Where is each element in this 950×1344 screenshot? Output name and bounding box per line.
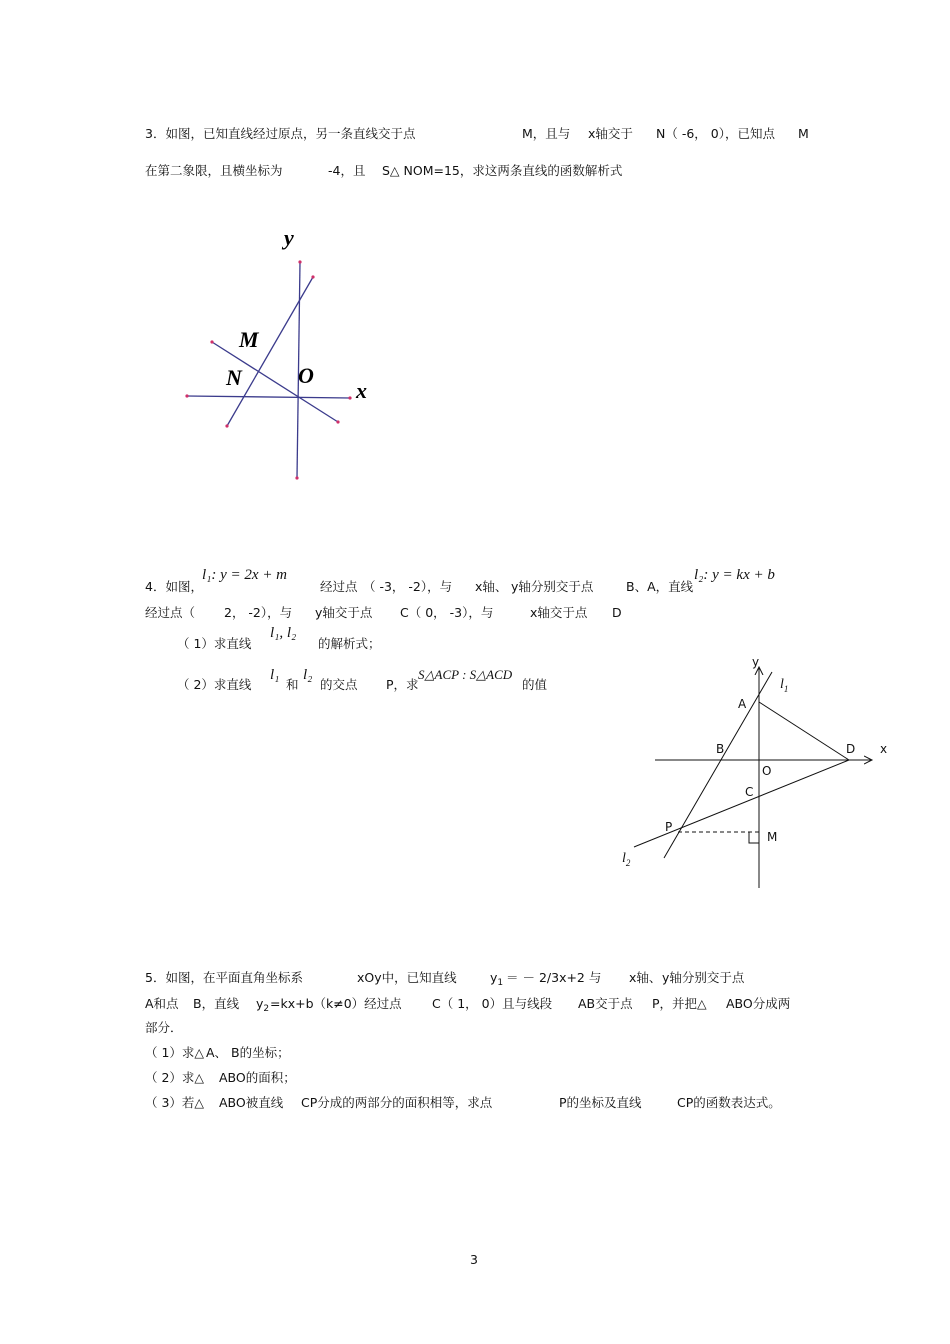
q5-item3-b: ABO被直线 [219, 1095, 284, 1110]
q4-line2-e: x轴交于点 [530, 605, 588, 620]
q4-label-p: P [665, 820, 673, 834]
q4-line2-a: 经过点（ [145, 605, 196, 620]
q5-item1-a: （ 1）求△ [145, 1045, 205, 1060]
q3-label-n: N [226, 365, 242, 390]
q4-label-y: y [752, 655, 760, 669]
q4-sub1-a: （ 1）求直线 [177, 636, 252, 651]
q5-line2-g: P，并把△ [652, 996, 707, 1011]
q5-item3-c: CP分成的两部分的面积相等，求点 [301, 1095, 493, 1110]
q3-line-through-origin [212, 342, 338, 422]
q5-item3-d: P的坐标及直线 [559, 1095, 642, 1110]
q4-sub2-l1: l₁ [270, 667, 280, 683]
q4-line2-b: 2， -2），与 [224, 605, 293, 620]
q5-line2-a: A和点 [145, 996, 179, 1011]
q4-sub2-a: （ 2）求直线 [177, 677, 252, 692]
q4-line2-f: D [612, 605, 622, 620]
q4-sub2-d: 的值 [522, 677, 548, 692]
q4-line-l2 [634, 760, 849, 847]
q5-line1-d: ＝ － 2/3x+2 与 [506, 970, 602, 985]
q3-label-m: M [239, 327, 259, 352]
q4-right-angle-mark [749, 832, 759, 843]
q5-item2-a: （ 2）求△ [145, 1070, 205, 1085]
q4-label-m: M [767, 830, 778, 844]
q3-line2-a: 在第二象限，且横坐标为 [145, 163, 283, 178]
q4-line1-e: y轴分别交于点 [511, 579, 594, 594]
q4-line1-c: （ -3， -2），与 [363, 579, 453, 594]
q4-sub2-b: 的交点 [320, 677, 358, 692]
q5-line2-c: $y_2$ [256, 996, 270, 1014]
q5-item2-b: ABO的面积； [219, 1070, 296, 1085]
q4-sub2-l2: l₂ [303, 667, 313, 683]
q3-label-x: x [356, 378, 367, 403]
q4-line2-c: y轴交于点 [315, 605, 373, 620]
q5-line1-f: y轴分别交于点 [662, 970, 745, 985]
q4-label-l1: $l_1$ [780, 677, 789, 694]
q4-eq2: l₂: y = kx + b [694, 567, 775, 583]
q4-sub2-and: 和 [286, 677, 299, 692]
q5-line2-d: =kx+b（k≠0）经过点 [270, 996, 402, 1011]
q3-second-line [227, 277, 313, 426]
q4-sub1-b: 的解析式； [318, 636, 381, 651]
q5-item1-b: A、 B的坐标； [206, 1045, 290, 1060]
q4-line2-d: C（ 0， -3），与 [400, 605, 494, 620]
q3-label-o: O [298, 363, 314, 388]
q3-line2-b: -4，且 [328, 163, 366, 178]
q5-line1-e: x轴、 [629, 970, 662, 985]
q3-line1-b: M，且与 [522, 126, 571, 141]
q3-line1-a: 3．如图，已知直线经过原点，另一条直线交于点 [145, 126, 416, 141]
q4-label-a: A [738, 697, 747, 711]
q5-line3: 部分． [145, 1020, 183, 1035]
page-number: 3 [470, 1252, 478, 1267]
q4-line-l1 [664, 672, 772, 858]
q4-label-o: O [762, 764, 772, 778]
q4-line1-a: 4．如图， [145, 579, 203, 594]
q4-label-l2: $l_2$ [622, 851, 631, 868]
q5-item3-a: （ 3）若△ [145, 1095, 205, 1110]
q3-x-axis [187, 396, 350, 398]
q4-label-x: x [880, 742, 888, 756]
q5-item3-e: CP的函数表达式。 [677, 1095, 781, 1110]
q3-line1-e: M [798, 126, 809, 141]
q4-label-c: C [745, 785, 754, 799]
q5-line1-b: xOy中，已知直线 [357, 970, 457, 985]
q4-sub2-c: P，求 [386, 677, 419, 692]
q3-y-axis [297, 262, 300, 478]
q4-line1-b: 经过点 [320, 579, 358, 594]
q3-line2-c: S△ NOM=15，求这两条直线的函数解析式 [382, 163, 623, 178]
q3-line1-c: x轴交于 [588, 126, 633, 141]
q4-sub1-eq: l₁, l₂ [270, 625, 297, 641]
q4-label-d: D [846, 742, 856, 756]
q5-line2-b: B，直线 [193, 996, 240, 1011]
q5-line1-a: 5．如图，在平面直角坐标系 [145, 970, 303, 985]
q4-eq1: l₁: y = 2x + m [202, 567, 288, 583]
q4-label-b: B [716, 742, 725, 756]
q5-line1-c: $y_1$ [490, 970, 504, 988]
q5-line2-e: C（ 1， 0）且与线段 [432, 996, 553, 1011]
q3-label-y: y [284, 225, 294, 250]
q5-line2-f: AB交于点 [578, 996, 633, 1011]
q4-sub2-ratio: S△ACP : S△ACD [418, 667, 513, 682]
q3-line1-d: N（ -6， 0），已知点 [656, 126, 775, 141]
q4-line1-f: B、A，直线 [626, 579, 694, 594]
q4-segment-ad [759, 702, 849, 760]
q4-line1-d: x轴、 [475, 579, 508, 594]
q5-line2-h: ABO分成两 [726, 996, 791, 1011]
